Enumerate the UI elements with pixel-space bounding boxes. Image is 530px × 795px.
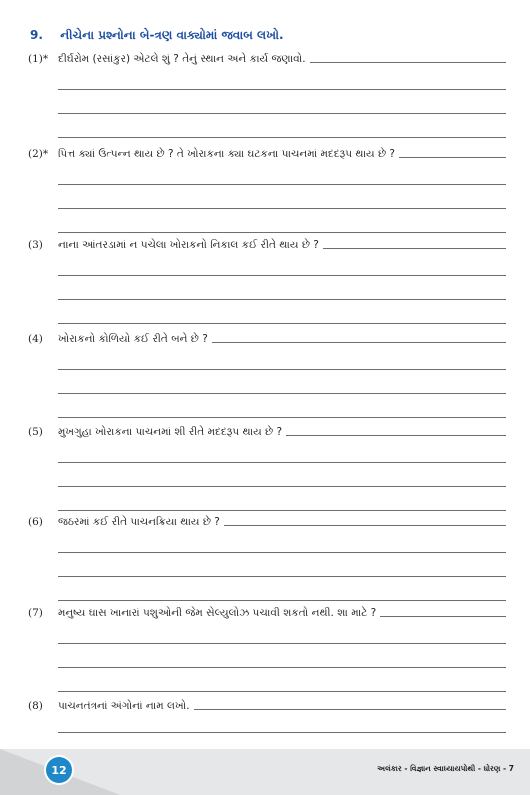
question-text: મનુષ્ય ઘાસ ખાનારાં પશુઓની જેમ સેલ્યુલોઝ પચાવી શકતો નથી. શા માટે ? (58, 607, 377, 619)
answer-line[interactable] (380, 616, 506, 617)
answer-line[interactable] (310, 62, 506, 63)
question-6 (28, 515, 506, 601)
answer-line[interactable] (194, 709, 506, 710)
question-number: (6) (28, 516, 43, 528)
answer-line[interactable] (58, 486, 506, 487)
question-text: ખોરાકનો કોળિયો કઈ રીતે બને છે ? (58, 333, 208, 345)
answer-line[interactable] (323, 248, 506, 249)
page-footer (0, 749, 530, 795)
answer-line[interactable] (58, 732, 506, 733)
question-number: (5) (28, 426, 43, 438)
question-3 (28, 238, 506, 324)
question-number: (4) (28, 333, 43, 345)
question-1 (28, 52, 506, 138)
answer-line[interactable] (286, 435, 506, 436)
answer-line[interactable] (58, 667, 506, 668)
question-number: (8) (28, 700, 43, 712)
question-number: (7) (28, 607, 43, 619)
answer-line[interactable] (58, 393, 506, 394)
answer-line[interactable] (58, 691, 506, 692)
question-2 (28, 147, 506, 233)
answer-line[interactable] (58, 275, 506, 276)
question-text: પાચનતંત્રનાં અંગોનાં નામ લખો. (58, 700, 190, 712)
question-7 (28, 606, 506, 692)
question-text: નાના આંતરડામાં ન પચેલા ખોરાકનો નિકાલ કઈ રીતે થાય છે ? (58, 239, 319, 251)
question-4 (28, 332, 506, 418)
answer-line[interactable] (224, 525, 506, 526)
question-text: દીર્ઘરોમ (રસાંકુર) એટલે શું ? તેનું સ્થાન અને કાર્ય જણાવો. (58, 53, 306, 65)
answer-line[interactable] (58, 600, 506, 601)
section-heading (30, 28, 284, 43)
question-number: (3) (28, 239, 43, 251)
answer-line[interactable] (58, 369, 506, 370)
section-title: નીચેના પ્રશ્નોના બે-ત્રણ વાક્યોમાં જવાબ લખો. (60, 28, 284, 42)
answer-line[interactable] (58, 184, 506, 185)
answer-line[interactable] (58, 137, 506, 138)
answer-line[interactable] (212, 342, 506, 343)
answer-line[interactable] (58, 462, 506, 463)
answer-line[interactable] (58, 643, 506, 644)
question-5 (28, 425, 506, 511)
answer-line[interactable] (58, 299, 506, 300)
answer-line[interactable] (58, 576, 506, 577)
answer-line[interactable] (58, 323, 506, 324)
question-8 (28, 699, 506, 733)
answer-line[interactable] (58, 208, 506, 209)
answer-line[interactable] (58, 232, 506, 233)
answer-line[interactable] (58, 552, 506, 553)
question-text: જઠરમાં કઈ રીતે પાચનક્રિયા થાય છે ? (58, 516, 220, 528)
answer-line[interactable] (399, 157, 506, 158)
footer-book-title: અલંકાર - વિજ્ઞાન સ્વાધ્યાયપોથી - ધોરણ - 7 (377, 764, 514, 773)
page-number-badge: 12 (46, 757, 72, 783)
answer-line[interactable] (58, 417, 506, 418)
question-number: (1)* (28, 53, 49, 65)
answer-line[interactable] (58, 510, 506, 511)
question-text: પિત્ત ક્યાં ઉત્પન્ન થાય છે ? તે ખોરાકના ક્યા ઘટકના પાચનમાં મદદરૂપ થાય છે ? (58, 148, 395, 160)
question-text: મુખગુહા ખોરાકના પાચનમાં શી રીતે મદદરૂપ થાય છે ? (58, 426, 283, 438)
question-number: (2)* (28, 148, 49, 160)
answer-line[interactable] (58, 113, 506, 114)
answer-line[interactable] (58, 89, 506, 90)
section-number: 9. (30, 28, 43, 42)
